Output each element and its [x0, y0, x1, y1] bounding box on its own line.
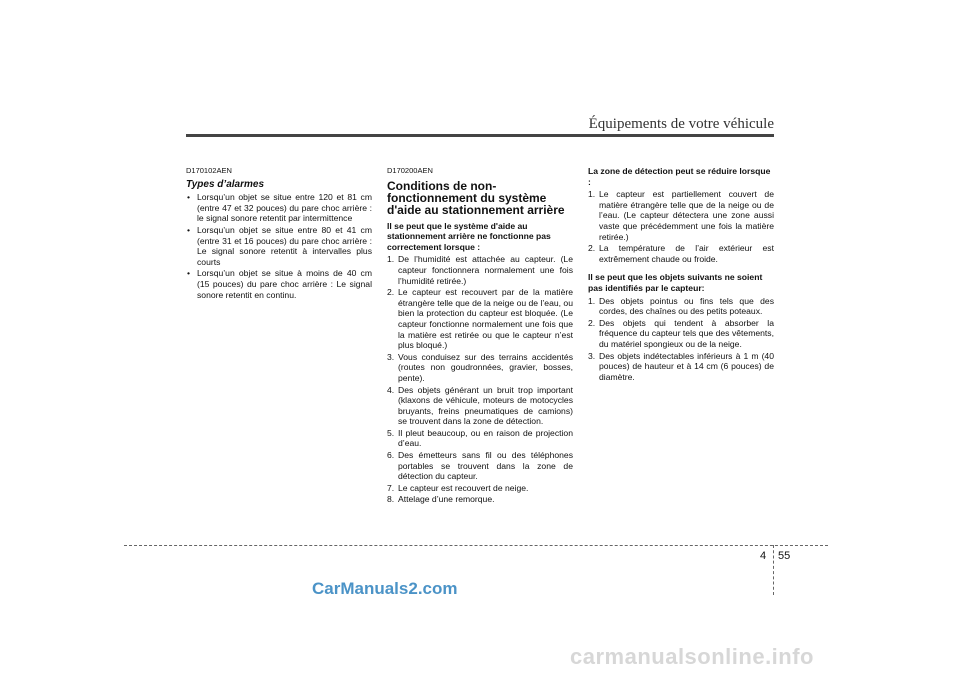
list-item: 6. Des émetteurs sans fil ou des téléphones portables se trouvent dans la zone de détection du capteur. — [387, 450, 573, 482]
section-code: D170200AEN — [387, 166, 433, 175]
page-divider — [773, 545, 774, 595]
list-item: 3. Des objets indétectables inférieurs à 1 m (40 pouces) de hauteur et à 14 cm (6 pouces) de diamètre. — [588, 350, 774, 382]
list-item: 7. Le capteur est recouvert de neige. — [387, 482, 529, 493]
bullet-icon: • — [187, 224, 191, 235]
undetected-objects-list — [588, 296, 774, 383]
detection-zone-list — [588, 189, 774, 264]
section-subtitle: Types d’alarmes — [186, 178, 265, 190]
header-rule — [186, 134, 774, 137]
list-item: 4. Des objets générant un bruit trop important (klaxons de véhicule, moteurs de motocycles bruyants, freins pneumatiques de camions) se trouvent dans la zone de détection. — [387, 384, 573, 427]
page-number: 55 — [778, 550, 791, 562]
section-header-title: Équipements de votre véhicule — [588, 116, 774, 132]
section-title: Conditions de non-fonctionnement du système d'aide au stationnement arrière — [387, 178, 565, 217]
list-item: 1. Des objets pointus ou fins tels que des cordes, des chaînes ou des petits poteaux. — [588, 295, 774, 317]
list-item: 5. Il pleut beaucoup, ou en raison de projection d’eau. — [387, 427, 573, 449]
section-lead: La zone de détection peut se réduire lorsque : — [588, 166, 771, 187]
list-item: 1. De l’humidité est attachée au capteur. (Le capteur fonctionnera normalement une fois l’humidité retirée.) — [387, 254, 573, 286]
section-lead: Il se peut que les objets suivants ne soient pas identifiés par le capteur: — [588, 272, 763, 293]
condition-list — [387, 254, 573, 505]
list-item: • Lorsqu’un objet se situe entre 120 et 81 cm (entre 47 et 32 pouces) du pare choc arrière : le signal sonore retentit par intermittence — [187, 192, 372, 224]
list-item: • Lorsqu’un objet se situe à moins de 40 cm (15 pouces) du pare choc arrière : Le signal sonore retentit en continu. — [187, 268, 372, 300]
list-item: • Lorsqu’un objet se situe entre 80 et 41 cm (entre 31 et 16 pouces) du pare choc arrière : Le signal sonore retentit à intervalles plus courts — [187, 224, 372, 267]
list-item: 2. Le capteur est recouvert par de la matière étrangère telle que de la neige ou de l’eau, ou bien la protection du capteur est bloquée. (Le capteur fonctionne normalement une fois que la matière est retirée ou que le capteur n’est plus bloqué.) — [387, 287, 573, 351]
list-item: 1. Le capteur est partiellement couvert de matière étrangère telle que de la neige ou de l’eau. (Le capteur détectera une zone aussi vaste que précédemment une fois la matière retirée.) — [588, 189, 774, 242]
chapter-number: 4 — [760, 550, 767, 562]
watermark-logo: CarManuals2.com — [312, 579, 458, 598]
bullet-icon: • — [187, 268, 191, 279]
list-item: 2. Des objets qui tendent à absorber la fréquence du capteur tels que des vêtements, du matériel spongieux ou de la neige. — [588, 317, 774, 349]
list-item: 8. Attelage d’une remorque. — [387, 494, 495, 505]
bullet-icon: • — [187, 192, 191, 203]
column-detection-limits — [588, 166, 774, 383]
section-lead: Il se peut que le système d'aide au stationnement arrière ne fonctionne pas correctement lorsque : — [387, 220, 551, 252]
section-code: D170102AEN — [186, 166, 232, 175]
column-non-operating-conditions — [387, 166, 573, 506]
list-item: 3. Vous conduisez sur des terrains accidentés (routes non goudronnées, gravier, bosses, pente). — [387, 351, 573, 383]
list-item: 2. La température de l’air extérieur est extrêmement chaude ou froide. — [588, 243, 774, 264]
column-alarm-types — [186, 166, 372, 301]
alarm-type-list — [186, 192, 372, 300]
footer-rule — [124, 545, 828, 546]
watermark-text: carmanualsonline.info — [570, 644, 814, 669]
